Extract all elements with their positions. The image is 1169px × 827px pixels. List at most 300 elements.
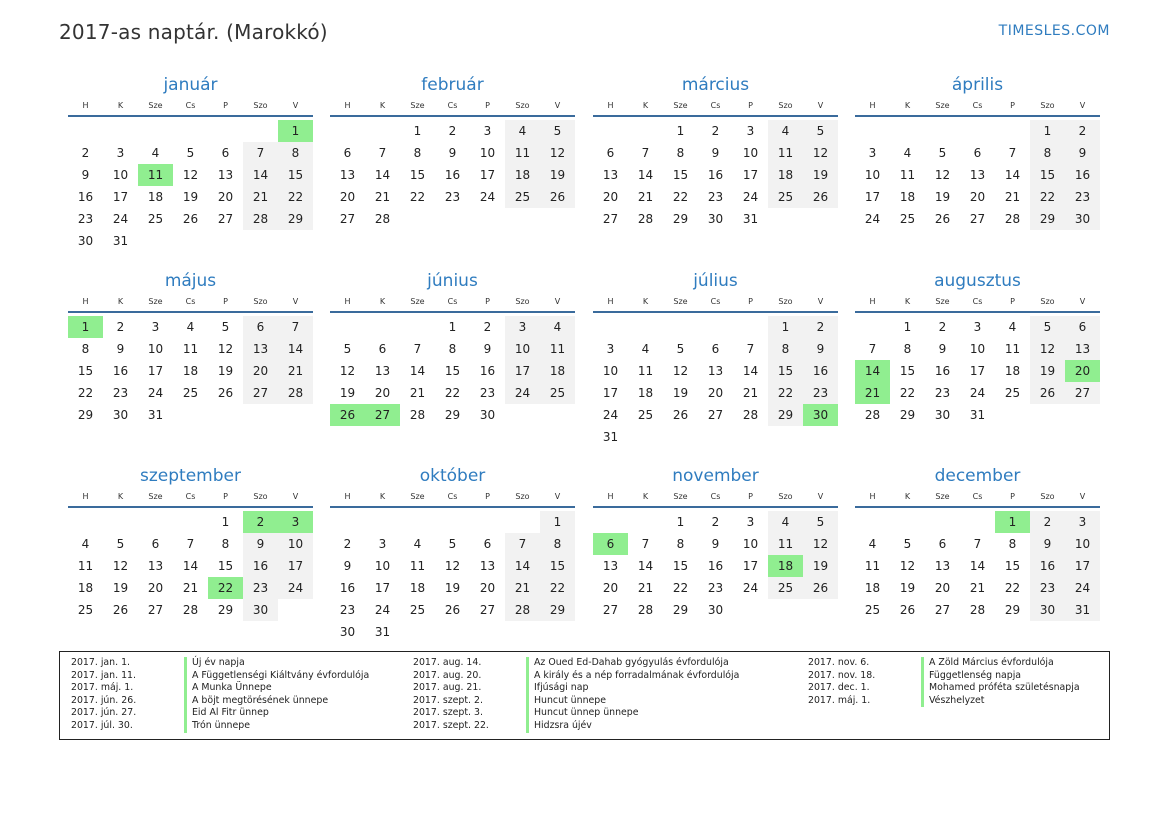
holiday-day-cell: 3 — [278, 511, 313, 533]
day-cell: 6 — [221, 146, 230, 160]
day-cell: 12 — [182, 168, 199, 182]
day-cell: 16 — [112, 364, 129, 378]
day-cell: 22 — [278, 186, 313, 208]
day-cell: 10 — [602, 364, 619, 378]
weekday-header — [855, 98, 1100, 117]
day-cell: 25 — [77, 603, 94, 617]
holiday-date: 2017. nov. 18. — [808, 669, 876, 681]
weekday-label: Sze — [935, 101, 950, 110]
day-cell: 17 — [1065, 555, 1100, 577]
day-cell: 19 — [899, 581, 916, 595]
day-grid — [593, 313, 838, 448]
day-cell: 28 — [742, 408, 759, 422]
day-cell: 24 — [969, 386, 986, 400]
weekday-header — [593, 98, 838, 117]
day-cell: 3 — [151, 320, 160, 334]
weekday-label: V — [292, 101, 299, 110]
weekday-label: Szo — [515, 492, 530, 501]
day-cell: 13 — [602, 168, 619, 182]
day-cell: 4 — [151, 146, 160, 160]
day-cell: 1 — [413, 124, 422, 138]
day-cell: 13 — [969, 168, 986, 182]
month-name: november — [672, 466, 759, 486]
month-calendar — [855, 72, 1100, 230]
month-name: július — [693, 271, 738, 291]
day-cell: 1 — [676, 515, 685, 529]
day-grid — [68, 117, 313, 252]
holiday-entry — [413, 720, 739, 733]
weekday-label: K — [904, 297, 911, 306]
day-cell: 8 — [448, 342, 457, 356]
day-cell: 12 — [672, 364, 689, 378]
weekday-header — [855, 294, 1100, 313]
day-cell: 13 — [339, 168, 356, 182]
day-cell: 4 — [540, 316, 575, 338]
day-cell: 14 — [374, 168, 391, 182]
day-cell: 26 — [182, 212, 199, 226]
holiday-entry — [413, 682, 739, 695]
day-cell: 1 — [903, 320, 912, 334]
day-cell: 26 — [112, 603, 129, 617]
day-cell: 24 — [374, 603, 391, 617]
empty-cell — [925, 120, 960, 142]
holiday-entry — [71, 682, 369, 695]
holiday-date: 2017. nov. 6. — [808, 657, 870, 668]
weekday-label: Sze — [410, 492, 425, 501]
day-cell: 20 — [969, 190, 986, 204]
day-cell: 3 — [868, 146, 877, 160]
day-cell: 30 — [1065, 208, 1100, 230]
day-cell: 7 — [746, 342, 755, 356]
day-cell: 21 — [969, 581, 986, 595]
day-cell: 6 — [606, 146, 615, 160]
day-cell: 27 — [934, 603, 951, 617]
month-calendar — [593, 72, 838, 230]
day-cell: 22 — [540, 577, 575, 599]
day-cell: 27 — [602, 603, 619, 617]
holiday-date: 2017. szept. 3. — [413, 707, 483, 719]
day-cell: 5 — [540, 120, 575, 142]
day-cell: 23 — [707, 581, 724, 595]
empty-cell — [593, 316, 628, 338]
day-cell: 7 — [378, 146, 387, 160]
weekday-label: H — [869, 297, 876, 306]
weekday-label: P — [485, 297, 490, 306]
empty-cell — [365, 316, 400, 338]
day-cell: 3 — [746, 515, 755, 529]
day-cell: 17 — [864, 190, 881, 204]
empty-cell — [628, 316, 663, 338]
weekday-label: V — [817, 297, 824, 306]
holiday-entry — [808, 695, 1080, 708]
day-cell: 6 — [1065, 316, 1100, 338]
empty-cell — [628, 120, 663, 142]
weekday-label: V — [1079, 101, 1086, 110]
day-cell: 31 — [374, 625, 391, 639]
empty-cell — [365, 511, 400, 533]
day-cell: 18 — [637, 386, 654, 400]
weekday-label: Sze — [148, 101, 163, 110]
day-cell: 16 — [444, 168, 461, 182]
holiday-name: Huncut ünnepe — [526, 695, 606, 708]
weekday-label: H — [607, 492, 614, 501]
weekday-label: Cs — [972, 492, 983, 501]
day-cell: 31 — [969, 408, 986, 422]
weekday-label: Sze — [148, 297, 163, 306]
day-cell: 7 — [641, 146, 650, 160]
weekday-label: Cs — [185, 101, 196, 110]
day-cell: 9 — [803, 338, 838, 360]
weekday-label: Cs — [710, 101, 721, 110]
day-cell: 13 — [374, 364, 391, 378]
holiday-name: Eid Al Fitr ünnep — [184, 707, 269, 720]
day-cell: 27 — [1065, 382, 1100, 404]
empty-cell — [103, 120, 138, 142]
day-cell: 14 — [182, 559, 199, 573]
day-cell: 24 — [147, 386, 164, 400]
day-grid — [330, 508, 575, 643]
weekday-label: P — [485, 101, 490, 110]
day-cell: 29 — [540, 599, 575, 621]
day-cell: 9 — [81, 168, 90, 182]
day-cell: 15 — [444, 364, 461, 378]
day-cell: 3 — [1065, 511, 1100, 533]
day-cell: 29 — [444, 408, 461, 422]
empty-cell — [855, 120, 890, 142]
weekday-label: H — [344, 101, 351, 110]
day-cell: 4 — [81, 537, 90, 551]
month-calendar — [68, 268, 313, 426]
empty-cell — [208, 120, 243, 142]
day-cell: 6 — [711, 342, 720, 356]
day-cell: 18 — [147, 190, 164, 204]
empty-cell — [400, 316, 435, 338]
day-cell: 4 — [768, 120, 803, 142]
day-cell: 11 — [768, 533, 803, 555]
day-cell: 22 — [1004, 581, 1021, 595]
day-cell: 15 — [217, 559, 234, 573]
day-cell: 15 — [1030, 164, 1065, 186]
month-name: május — [164, 271, 217, 291]
day-cell: 19 — [444, 581, 461, 595]
day-cell: 23 — [243, 577, 278, 599]
empty-cell — [593, 511, 628, 533]
empty-cell — [138, 120, 173, 142]
month-name: február — [421, 75, 484, 95]
day-cell: 1 — [676, 124, 685, 138]
holiday-name: A Munka Ünnepe — [184, 682, 272, 695]
day-cell: 21 — [278, 360, 313, 382]
day-cell: 19 — [217, 364, 234, 378]
weekday-label: V — [292, 492, 299, 501]
day-cell: 9 — [243, 533, 278, 555]
weekday-label: Szo — [515, 297, 530, 306]
empty-cell — [103, 511, 138, 533]
day-cell: 11 — [540, 338, 575, 360]
holiday-name: Függetlenség napja — [921, 670, 1021, 683]
weekday-label: V — [1079, 492, 1086, 501]
day-cell: 5 — [1030, 316, 1065, 338]
day-cell: 24 — [602, 408, 619, 422]
day-cell: 5 — [343, 342, 352, 356]
day-cell: 10 — [1065, 533, 1100, 555]
day-cell: 24 — [278, 577, 313, 599]
holiday-day-cell: 6 — [593, 533, 628, 555]
day-cell: 5 — [903, 537, 912, 551]
day-cell: 17 — [147, 364, 164, 378]
day-cell: 7 — [278, 316, 313, 338]
day-cell: 23 — [112, 386, 129, 400]
weekday-label: V — [817, 101, 824, 110]
day-cell: 16 — [77, 190, 94, 204]
day-cell: 3 — [973, 320, 982, 334]
day-cell: 19 — [182, 190, 199, 204]
weekday-header — [68, 98, 313, 117]
day-cell: 19 — [339, 386, 356, 400]
weekday-header — [855, 489, 1100, 508]
day-cell: 20 — [707, 386, 724, 400]
holiday-date: 2017. jan. 11. — [71, 669, 136, 681]
day-cell: 2 — [711, 124, 720, 138]
weekday-label: P — [1010, 101, 1015, 110]
weekday-label: H — [344, 297, 351, 306]
day-cell: 22 — [672, 581, 689, 595]
weekday-label: Cs — [710, 297, 721, 306]
weekday-label: Sze — [935, 297, 950, 306]
empty-cell — [890, 511, 925, 533]
day-cell: 8 — [903, 342, 912, 356]
day-cell: 4 — [505, 120, 540, 142]
empty-cell — [925, 511, 960, 533]
weekday-label: K — [379, 297, 386, 306]
day-cell: 6 — [938, 537, 947, 551]
holiday-day-cell: 14 — [855, 360, 890, 382]
day-cell: 10 — [969, 342, 986, 356]
day-cell: 16 — [803, 360, 838, 382]
day-cell: 4 — [903, 146, 912, 160]
day-cell: 11 — [864, 559, 881, 573]
day-cell: 15 — [77, 364, 94, 378]
holiday-date: 2017. aug. 20. — [413, 669, 482, 681]
day-cell: 11 — [182, 342, 199, 356]
weekday-label: Szo — [1040, 101, 1055, 110]
month-calendar — [593, 463, 838, 621]
day-cell: 30 — [707, 603, 724, 617]
weekday-header — [68, 489, 313, 508]
day-cell: 25 — [147, 212, 164, 226]
day-cell: 24 — [1065, 577, 1100, 599]
weekday-label: V — [1079, 297, 1086, 306]
day-cell: 26 — [899, 603, 916, 617]
month-name: április — [951, 75, 1004, 95]
weekday-header — [593, 489, 838, 508]
day-cell: 31 — [602, 430, 619, 444]
day-cell: 29 — [768, 404, 803, 426]
weekday-label: K — [379, 101, 386, 110]
weekday-label: K — [117, 101, 124, 110]
day-cell: 19 — [803, 164, 838, 186]
holiday-name: Ifjúsági nap — [526, 682, 588, 695]
weekday-label: Szo — [778, 492, 793, 501]
weekday-label: Sze — [410, 101, 425, 110]
weekday-label: Szo — [778, 297, 793, 306]
day-cell: 9 — [1065, 142, 1100, 164]
holiday-day-cell: 1 — [68, 316, 103, 338]
day-cell: 25 — [768, 577, 803, 599]
day-cell: 14 — [1004, 168, 1021, 182]
holiday-date: 2017. júl. 30. — [71, 719, 133, 731]
day-cell: 18 — [540, 360, 575, 382]
day-cell: 11 — [899, 168, 916, 182]
day-cell: 25 — [505, 186, 540, 208]
holiday-date: 2017. aug. 21. — [413, 682, 482, 694]
holiday-name: Az Oued Ed-Dahab gyógyulás évfordulója — [526, 657, 729, 670]
day-cell: 12 — [803, 533, 838, 555]
day-cell: 28 — [969, 603, 986, 617]
month-name: március — [681, 75, 750, 95]
day-cell: 25 — [1004, 386, 1021, 400]
empty-cell — [330, 511, 365, 533]
day-cell: 5 — [676, 342, 685, 356]
day-cell: 31 — [742, 212, 759, 226]
day-cell: 25 — [899, 212, 916, 226]
day-cell: 21 — [742, 386, 759, 400]
weekday-label: P — [748, 492, 753, 501]
day-cell: 19 — [540, 164, 575, 186]
day-cell: 17 — [742, 559, 759, 573]
holiday-entry — [413, 670, 739, 683]
day-cell: 16 — [934, 364, 951, 378]
day-cell: 22 — [77, 386, 94, 400]
weekday-label: H — [82, 297, 89, 306]
holiday-date: 2017. máj. 1. — [71, 682, 134, 694]
holiday-entry — [413, 707, 739, 720]
day-cell: 10 — [147, 342, 164, 356]
holiday-day-cell: 26 — [330, 404, 365, 426]
day-cell: 19 — [672, 386, 689, 400]
day-cell: 5 — [803, 511, 838, 533]
day-cell: 9 — [343, 559, 352, 573]
day-cell: 23 — [803, 382, 838, 404]
day-cell: 31 — [147, 408, 164, 422]
day-cell: 10 — [112, 168, 129, 182]
day-cell: 28 — [243, 208, 278, 230]
day-cell: 27 — [217, 212, 234, 226]
day-cell: 9 — [938, 342, 947, 356]
day-cell: 6 — [378, 342, 387, 356]
weekday-label: Cs — [972, 297, 983, 306]
weekday-label: Szo — [515, 101, 530, 110]
day-cell: 17 — [112, 190, 129, 204]
empty-cell — [628, 511, 663, 533]
day-cell: 7 — [186, 537, 195, 551]
day-cell: 17 — [479, 168, 496, 182]
day-cell: 18 — [1004, 364, 1021, 378]
day-cell: 21 — [1004, 190, 1021, 204]
day-cell: 30 — [77, 234, 94, 248]
holiday-date: 2017. aug. 14. — [413, 657, 482, 668]
day-cell: 6 — [243, 316, 278, 338]
day-cell: 23 — [934, 386, 951, 400]
day-cell: 7 — [505, 533, 540, 555]
day-cell: 25 — [540, 382, 575, 404]
holiday-entry — [413, 657, 739, 670]
day-cell: 29 — [1004, 603, 1021, 617]
day-cell: 12 — [934, 168, 951, 182]
day-cell: 28 — [1004, 212, 1021, 226]
day-cell: 21 — [637, 581, 654, 595]
day-cell: 20 — [602, 190, 619, 204]
holiday-entry — [71, 720, 369, 733]
month-calendar — [68, 72, 313, 252]
month-name: október — [419, 466, 486, 486]
weekday-label: K — [642, 297, 649, 306]
weekday-label: Cs — [447, 492, 458, 501]
day-cell: 18 — [409, 581, 426, 595]
day-cell: 15 — [672, 559, 689, 573]
empty-cell — [593, 120, 628, 142]
day-cell: 4 — [186, 320, 195, 334]
day-cell: 5 — [186, 146, 195, 160]
weekday-label: Cs — [710, 492, 721, 501]
day-cell: 15 — [1004, 559, 1021, 573]
empty-cell — [68, 120, 103, 142]
day-cell: 7 — [641, 537, 650, 551]
day-cell: 16 — [339, 581, 356, 595]
empty-cell — [733, 316, 768, 338]
day-cell: 20 — [934, 581, 951, 595]
weekday-label: V — [554, 297, 561, 306]
day-cell: 29 — [672, 603, 689, 617]
weekday-label: P — [1010, 297, 1015, 306]
day-cell: 22 — [409, 190, 426, 204]
site-link[interactable]: TIMESLES.COM — [998, 23, 1110, 39]
weekday-label: Cs — [185, 297, 196, 306]
day-cell: 30 — [339, 625, 356, 639]
day-grid — [68, 313, 313, 426]
day-cell: 26 — [803, 186, 838, 208]
day-cell: 14 — [637, 559, 654, 573]
day-cell: 14 — [243, 164, 278, 186]
holiday-name: Trón ünnepe — [184, 720, 250, 733]
month-calendar — [855, 463, 1100, 621]
day-cell: 18 — [768, 164, 803, 186]
day-grid — [330, 117, 575, 230]
day-cell: 12 — [1030, 338, 1065, 360]
day-cell: 28 — [864, 408, 881, 422]
day-cell: 4 — [413, 537, 422, 551]
holiday-name: A Függetlenségi Kiáltvány évfordulója — [184, 670, 369, 683]
day-cell: 11 — [1004, 342, 1021, 356]
day-cell: 24 — [479, 190, 496, 204]
day-cell: 6 — [151, 537, 160, 551]
day-cell: 5 — [221, 320, 230, 334]
holiday-column — [413, 657, 739, 733]
empty-cell — [365, 120, 400, 142]
day-cell: 8 — [221, 537, 230, 551]
day-cell: 1 — [221, 515, 230, 529]
day-cell: 8 — [1008, 537, 1017, 551]
day-cell: 28 — [637, 212, 654, 226]
day-cell: 9 — [711, 537, 720, 551]
day-cell: 1 — [768, 316, 803, 338]
day-cell: 15 — [768, 360, 803, 382]
day-cell: 11 — [505, 142, 540, 164]
holiday-name: A Zöld Március évfordulója — [921, 657, 1054, 670]
day-cell: 23 — [479, 386, 496, 400]
holiday-entry — [71, 707, 369, 720]
day-cell: 12 — [444, 559, 461, 573]
